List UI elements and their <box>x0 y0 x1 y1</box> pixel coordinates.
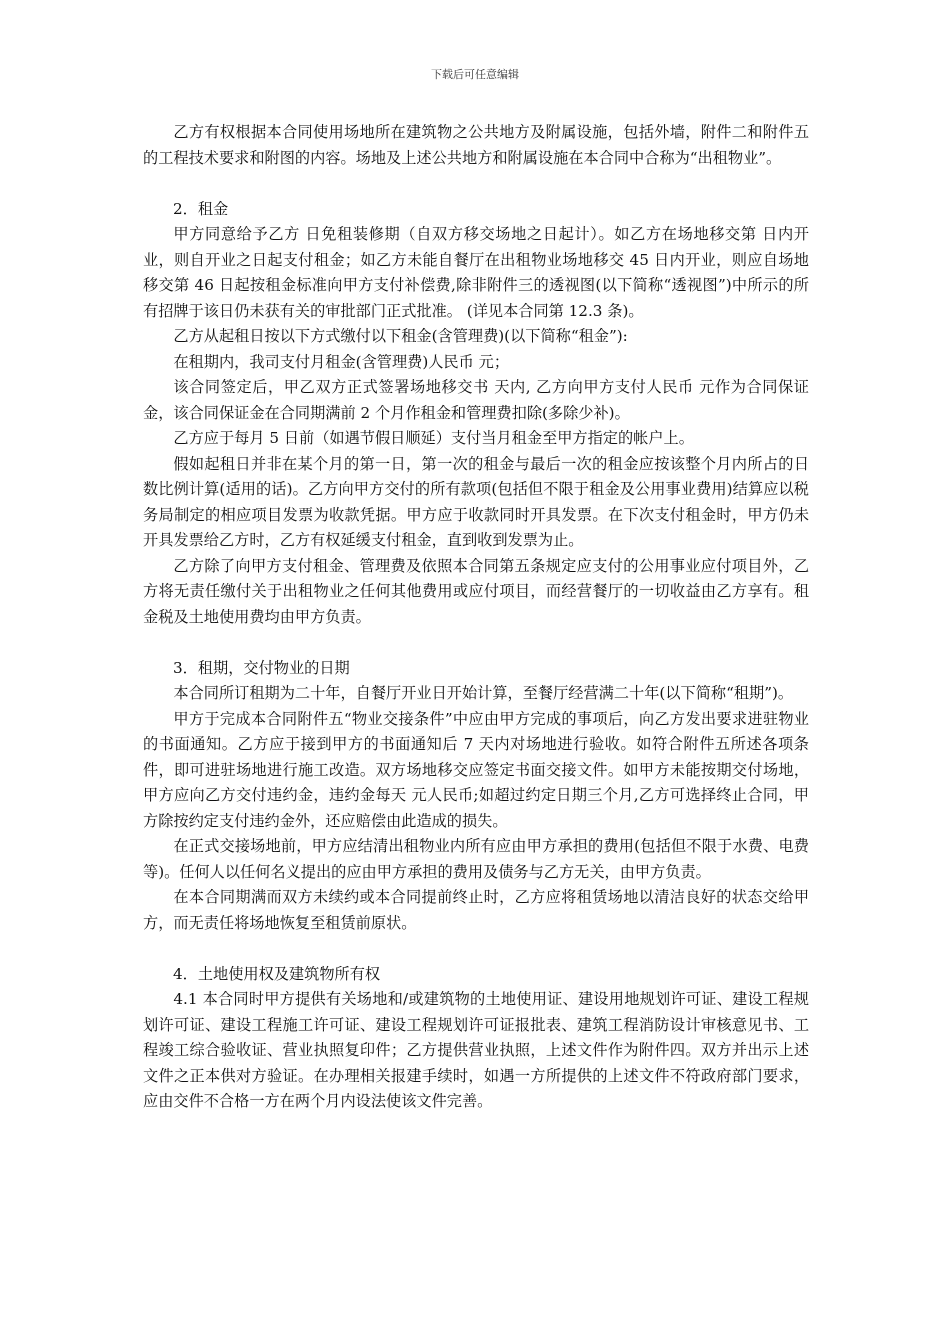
section-heading: 2．租金 <box>173 199 229 218</box>
document-body <box>143 120 809 1115</box>
page-header: 下载后可任意编辑 <box>431 68 519 81</box>
paragraph: 该合同签定后，甲乙双方正式签署场地移交书 天内, 乙方向甲方支付人民币 元作为合同保证金，该合同保证金在合同期满前 2 个月作租金和管理费扣除(多除少补)。 <box>143 378 809 422</box>
paragraph: 在租期内，我司支付月租金(含管理费)人民币 元； <box>173 352 510 371</box>
section-heading: 4．土地使用权及建筑物所有权 <box>173 964 381 983</box>
paragraph: 在本合同期满而双方未续约或本合同提前终止时，乙方应将租赁场地以清洁良好的状态交给甲方，而无责任将场地恢复至租赁前原状。 <box>143 888 809 932</box>
paragraph: 乙方除了向甲方支付租金、管理费及依照本合同第五条规定应支付的公用事业应付项目外，乙方将无责任缴付关于出租物业之任何其他费用或应付项目，而经营餐厅的一切收益由乙方享有。租金税及土地使用费均由甲方负责。 <box>143 556 809 626</box>
paragraph-spacer <box>143 171 809 197</box>
paragraph: 乙方应于每月 5 日前（如遇节假日顺延）支付当月租金至甲方指定的帐户上。 <box>173 429 694 447</box>
paragraph: 乙方从起租日按以下方式缴付以下租金(含管理费)(以下简称“租金”): <box>173 327 628 345</box>
paragraph: 本合同所订租期为二十年，自餐厅开业日开始计算，至餐厅经营满二十年(以下简称“租期”)。 <box>173 684 794 702</box>
paragraph: 甲方于完成本合同附件五“物业交接条件”中应由甲方完成的事项后，向乙方发出要求进驻物业的书面通知。乙方应于接到甲方的书面通知后 7 天内对场地进行验收。如符合附件五所述各项条件，即可进驻场地进行施工改造。双方场地移交应签定书面交接文件。如甲方未能按期交付场地，甲方应向乙方交付违约金，违约金每天 元人民币;如超过约定日期三个月,乙方可选择终止合同，甲方除按约定支付违约金外，还应赔偿由此造成的损失。 <box>143 709 809 830</box>
paragraph-spacer <box>143 630 809 656</box>
paragraph: 在正式交接场地前，甲方应结清出租物业内所有应由甲方承担的费用(包括但不限于水费、电费等)。任何人以任何名义提出的应由甲方承担的费用及债务与乙方无关，由甲方负责。 <box>143 837 809 881</box>
paragraph: 乙方有权根据本合同使用场地所在建筑物之公共地方及附属设施，包括外墙，附件二和附件五的工程技术要求和附图的内容。场地及上述公共地方和附属设施在本合同中合称为“出租物业”。 <box>143 123 809 167</box>
section-heading: 3．租期，交付物业的日期 <box>173 658 350 677</box>
paragraph: 甲方同意给予乙方 日免租装修期（自双方移交场地之日起计）。如乙方在场地移交第 日内开业，则自开业之日起支付租金；如乙方未能自餐厅在出租物业场地移交 45 日内开业，则应自场地移交第 46 日起按租金标准向甲方支付补偿费,除非附件三的透视图(以下简称“透视图”)中所示的所有招牌于该日仍未获有关的审批部门正式批准。 (详见本合同第 12.3 条)。 <box>143 225 809 320</box>
paragraph: 4.1 本合同时甲方提供有关场地和/或建筑物的土地使用证、建设用地规划许可证、建设工程规划许可证、建设工程施工许可证、建设工程规划许可证报批表、建筑工程消防设计审核意见书、工程竣工综合验收证、营业执照复印件；乙方提供营业执照，上述文件作为附件四。双方并出示上述文件之正本供对方验证。在办理相关报建手续时，如遇一方所提供的上述文件不符政府部门要求，应由交件不合格一方在两个月内设法使该文件完善。 <box>143 990 809 1110</box>
paragraph-spacer <box>143 936 809 962</box>
paragraph: 假如起租日并非在某个月的第一日，第一次的租金与最后一次的租金应按该整个月内所占的日数比例计算(适用的话)。乙方向甲方交付的所有款项(包括但不限于租金及公用事业费用)结算应以税务局制定的相应项目发票为收款凭据。甲方应于收款同时开具发票。在下次支付租金时，甲方仍未开具发票给乙方时，乙方有权延缓支付租金，直到收到发票为止。 <box>143 454 809 549</box>
